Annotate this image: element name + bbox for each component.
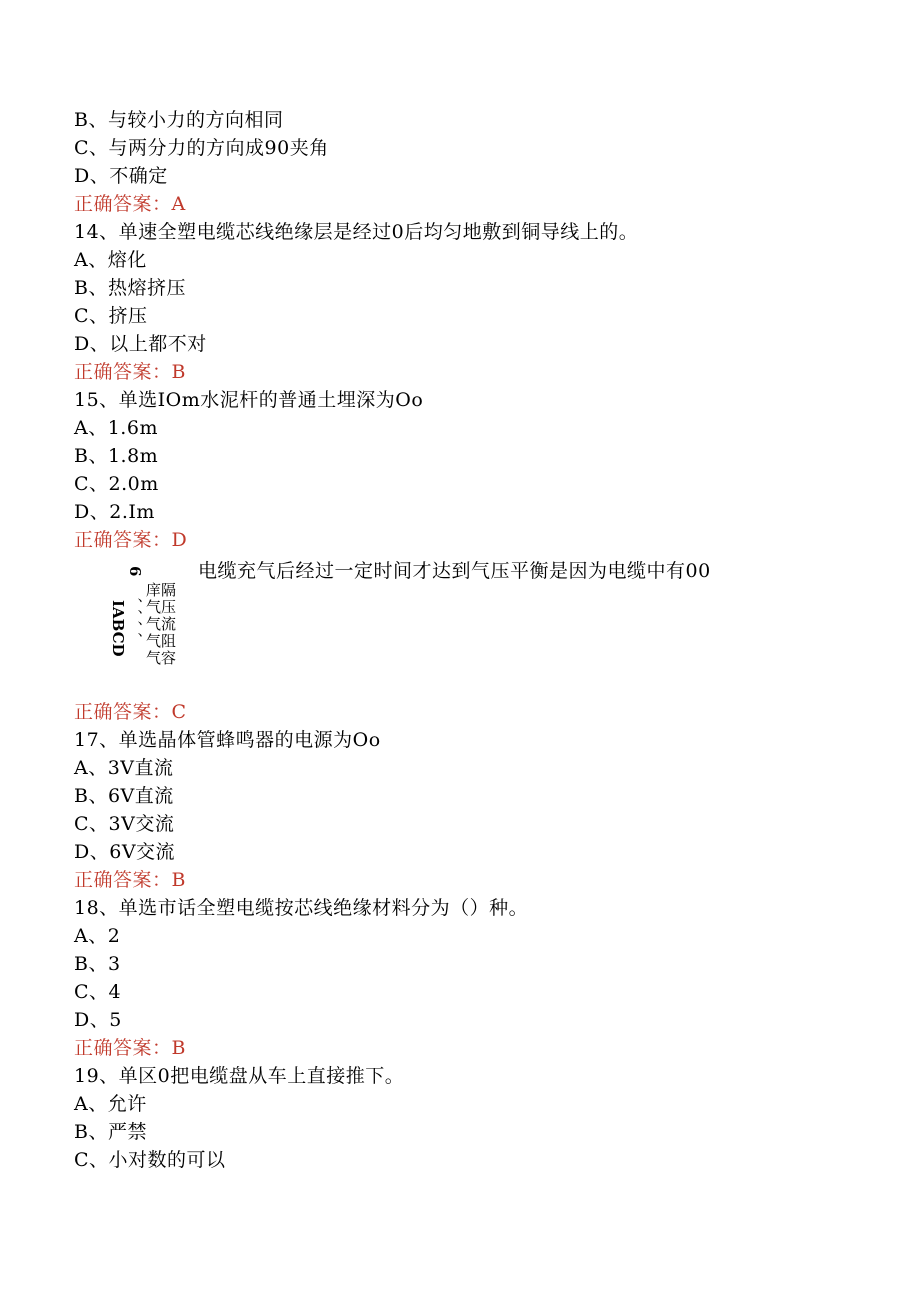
text-line: B、3 (74, 953, 121, 975)
answer-line: 正确答案：A (74, 193, 186, 215)
question-16-stem: 电缆充气后经过一定时间才达到气压平衡是因为电缆中有00 (198, 560, 711, 582)
question-16-option-c: 气流 (146, 615, 177, 633)
question-16-option-b: 气压 (146, 598, 177, 616)
text-line: B、1.8m (74, 445, 159, 467)
question-16-option-marks: 、、、、 (126, 598, 144, 652)
question-16-option-e: 气容 (146, 649, 177, 667)
text-line: C、2.0m (74, 473, 159, 495)
text-line: 14、单速全塑电缆芯线绝缘层是经过0后均匀地敷到铜导线上的。 (74, 221, 639, 243)
question-16-number: 6 (126, 566, 144, 577)
answer-line: 正确答案：B (74, 361, 186, 383)
text-line: D、以上都不对 (74, 333, 207, 355)
text-line: 19、单区0把电缆盘从车上直接推下。 (74, 1065, 405, 1087)
question-16-option-letters: IABCD (109, 600, 127, 657)
text-line: C、挤压 (74, 305, 148, 327)
answer-line: 正确答案：D (74, 529, 188, 551)
text-line: D、6V交流 (74, 841, 176, 863)
text-line: 17、单选晶体管蜂鸣器的电源为Oo (74, 729, 381, 751)
text-line: A、熔化 (74, 249, 147, 271)
text-line: A、1.6m (74, 417, 158, 439)
text-line: C、小对数的可以 (74, 1149, 226, 1171)
question-16-option-d: 气阻 (146, 632, 177, 650)
text-line: D、5 (74, 1009, 122, 1031)
text-line: A、2 (74, 925, 121, 947)
text-line: C、与两分力的方向成90夹角 (74, 137, 329, 159)
text-line: B、6V直流 (74, 785, 174, 807)
text-line: B、热熔挤压 (74, 277, 186, 299)
text-line: C、4 (74, 981, 122, 1003)
text-line: D、不确定 (74, 165, 168, 187)
text-line: C、3V交流 (74, 813, 175, 835)
text-line: A、允许 (74, 1093, 147, 1115)
text-line: D、2.Im (74, 501, 155, 523)
text-line: B、严禁 (74, 1121, 147, 1143)
text-line: 18、单选市话全塑电缆按芯线绝缘材料分为（）种。 (74, 897, 529, 919)
answer-line: 正确答案：B (74, 869, 186, 891)
text-line: A、3V直流 (74, 757, 174, 779)
question-16-option-a: 庠隔 (146, 581, 177, 599)
answer-line: 正确答案：B (74, 1037, 186, 1059)
text-line: 15、单选IOm水泥杆的普通土埋深为Oo (74, 389, 424, 411)
text-line: B、与较小力的方向相同 (74, 109, 284, 131)
answer-line: 正确答案：C (74, 701, 187, 723)
